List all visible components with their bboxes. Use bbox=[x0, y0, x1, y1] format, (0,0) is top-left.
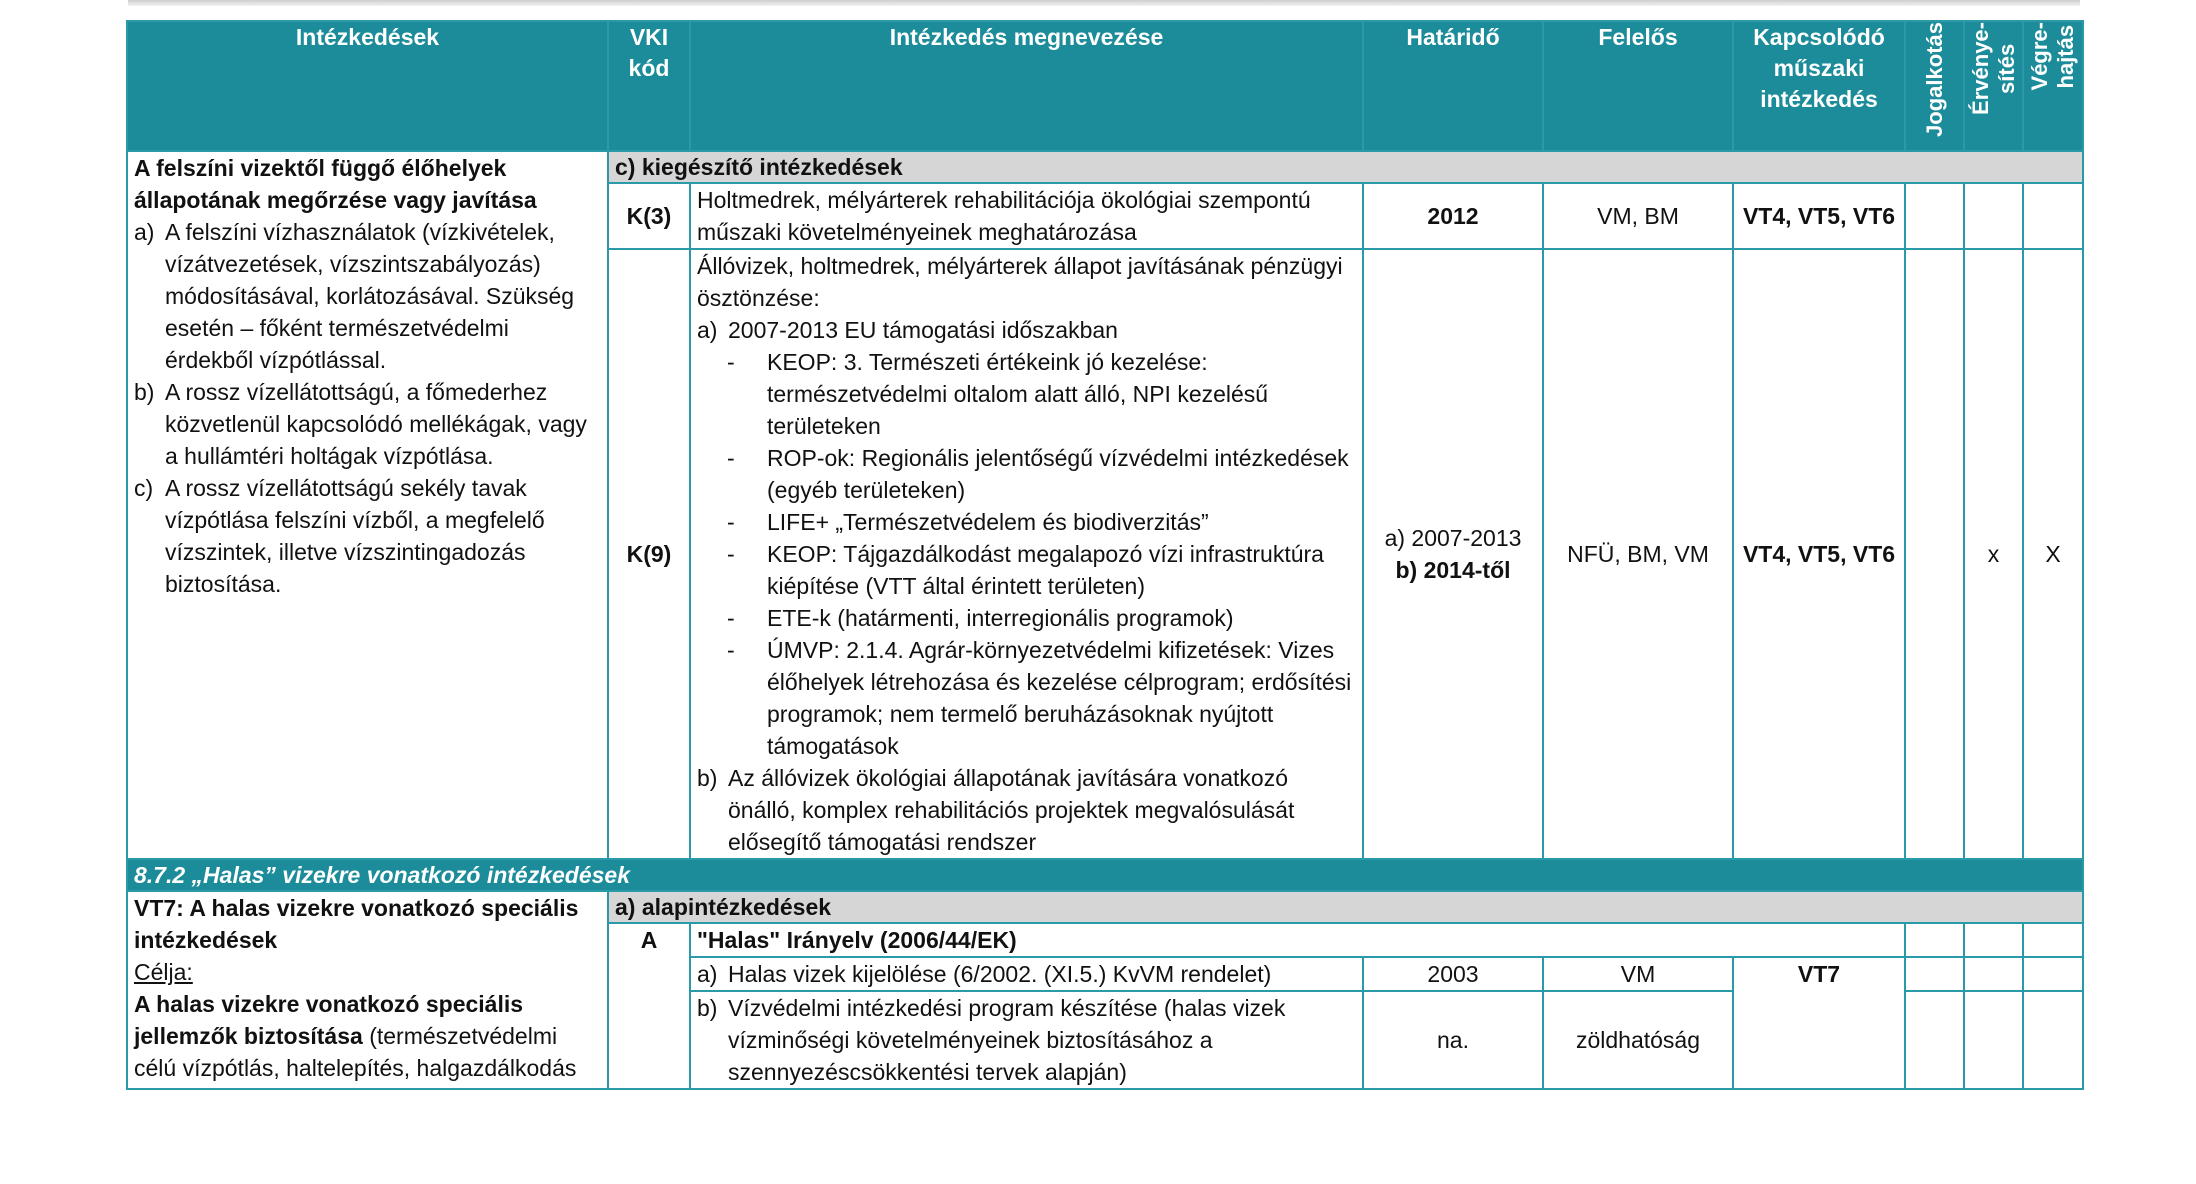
k3-code: K(3) bbox=[608, 183, 690, 249]
header-vegrehajtas-line2: hajtás bbox=[2053, 24, 2078, 89]
block2-row-b-deadline: na. bbox=[1363, 991, 1543, 1089]
block2-code: A bbox=[608, 923, 690, 1089]
block2-row-b-responsible: zöldhatóság bbox=[1543, 991, 1733, 1089]
block2-goal-rest: (természetvédelmi célú vízpótlás, haltelepítés, halgazdálkodás bbox=[134, 1023, 577, 1081]
block2-celja: Célja: bbox=[134, 959, 193, 985]
block2-row-b-desc bbox=[690, 991, 1363, 1089]
k9-bullet-text: KEOP: 3. Természeti értékeink jó kezelése: természetvédelmi oltalom alatt álló, NPI kezelésű területeken bbox=[767, 349, 1269, 439]
header-kapcsolodo bbox=[1733, 21, 1905, 151]
block1-item bbox=[134, 376, 601, 472]
block2-goal bbox=[134, 988, 601, 1084]
k9-intro: Állóvizek, holtmedrek, mélyárterek állapot javításának pénzügyi ösztönzése: bbox=[697, 253, 1343, 311]
k9-bullet-text: KEOP: Tájgazdálkodást megalapozó vízi infrastruktúra kiépítése (VTT által érintett területen) bbox=[767, 541, 1324, 599]
block2-ervenyesites-3 bbox=[1964, 991, 2023, 1089]
header-vegrehajtas-text bbox=[2027, 22, 2079, 90]
k9-bullet bbox=[727, 634, 1356, 762]
block2-vegrehajtas-3 bbox=[2023, 991, 2083, 1089]
k3-ervenyesites bbox=[1964, 183, 2023, 249]
dash-marker: - bbox=[727, 445, 735, 471]
block1-item-text: A rossz vízellátottságú sekély tavak vízpótlása felszíni vízből, a megfelelő vízszintek, illetve vízszintingadozás biztosítása. bbox=[165, 475, 545, 597]
k9-deadline-a: a) 2007-2013 bbox=[1384, 525, 1522, 551]
section-title: 8.7.2 „Halas” vizekre vonatkozó intézkedések bbox=[127, 859, 2083, 891]
k9-bullet-text: LIFE+ „Természetvédelem és biodiverzitás” bbox=[767, 509, 1209, 535]
block2-jogalkotas-3 bbox=[1905, 991, 1964, 1089]
header-vki-line2: kód bbox=[628, 55, 670, 81]
k3-vegrehajtas bbox=[2023, 183, 2083, 249]
k9-bullet bbox=[727, 602, 1356, 634]
block2-ervenyesites-1 bbox=[1964, 923, 2023, 957]
header-intezkedesek: Intézkedések bbox=[127, 21, 608, 151]
k3-responsible: VM, BM bbox=[1543, 183, 1733, 249]
k9-bullet-text: ETE-k (határmenti, interregionális programok) bbox=[767, 605, 1234, 631]
dash-marker: - bbox=[727, 637, 735, 663]
k9-ervenyesites: x bbox=[1964, 249, 2023, 859]
k9-desc bbox=[690, 249, 1363, 859]
block2-row-a-marker: a) bbox=[697, 961, 718, 987]
header-ervenyesites bbox=[1964, 21, 2023, 151]
k9-b-marker: b) bbox=[697, 765, 718, 791]
block2-jogalkotas-2 bbox=[1905, 957, 1964, 991]
k9-deadline-b: b) 2014-től bbox=[1395, 557, 1511, 583]
block1-item bbox=[134, 216, 601, 376]
block1-item-list bbox=[134, 216, 601, 600]
header-megnevezes: Intézkedés megnevezése bbox=[690, 21, 1363, 151]
block2-directive: "Halas" Irányelv (2006/44/EK) bbox=[690, 923, 1905, 957]
k9-b-text: Az állóvizek ökológiai állapotának javítására vonatkozó önálló, komplex rehabilitációs projektek megvalósulását elősegítő támogatási rendszer bbox=[728, 765, 1295, 855]
header-felelos: Felelős bbox=[1543, 21, 1733, 151]
block2-row-a-responsible: VM bbox=[1543, 957, 1733, 991]
k9-bullet-text: ÚMVP: 2.1.4. Agrár-környezetvédelmi kifizetések: Vizes élőhelyek létrehozása és kezelése célprogram; erdősítési programok; nem termelő beruházásoknak nyújtott támogatások bbox=[767, 637, 1352, 759]
dash-marker: - bbox=[727, 541, 735, 567]
header-kapcsolodo-line3: intézkedés bbox=[1760, 86, 1878, 112]
dash-marker: - bbox=[727, 605, 735, 631]
section-row bbox=[127, 859, 2083, 891]
block1-subheader-row bbox=[127, 151, 2083, 183]
k9-bullet-list bbox=[697, 346, 1356, 762]
header-kapcsolodo-line2: műszaki bbox=[1773, 55, 1865, 81]
header-hatarido: Határidő bbox=[1363, 21, 1543, 151]
k9-deadline bbox=[1363, 249, 1543, 859]
block1-item-text: A felszíni vízhasználatok (vízkivételek, vízátvezetések, vízszintszabályozás) módosításával, korlátozásával. Szükség esetén – főként természetvédelmi érdekből vízpótlással. bbox=[165, 219, 575, 373]
k9-jogalkotas bbox=[1905, 249, 1964, 859]
block2-intezkedes-cell bbox=[127, 891, 608, 1089]
header-jogalkotas bbox=[1905, 21, 1964, 151]
block2-row-a-desc bbox=[690, 957, 1363, 991]
block1-item-marker: a) bbox=[134, 219, 155, 245]
k3-deadline: 2012 bbox=[1363, 183, 1543, 249]
k9-bullet bbox=[727, 538, 1356, 602]
header-kapcsolodo-line1: Kapcsolódó bbox=[1753, 24, 1885, 50]
header-vegrehajtas bbox=[2023, 21, 2083, 151]
block2-title: VT7: A halas vizekre vonatkozó speciális intézkedések bbox=[134, 895, 579, 953]
block2-jogalkotas-1 bbox=[1905, 923, 1964, 957]
block2-goal-bold: A halas vizekre vonatkozó speciális jellemzők biztosítása bbox=[134, 991, 524, 1049]
header-row bbox=[127, 21, 2083, 151]
k9-related: VT4, VT5, VT6 bbox=[1733, 249, 1905, 859]
k9-a bbox=[697, 314, 1356, 346]
header-jogalkotas-text: Jogalkotás bbox=[1921, 22, 1947, 137]
block2-row-b-marker: b) bbox=[697, 995, 718, 1021]
block2-ervenyesites-2 bbox=[1964, 957, 2023, 991]
k9-bullet bbox=[727, 346, 1356, 442]
block1-item-marker: c) bbox=[134, 475, 154, 501]
block2-vegrehajtas-1 bbox=[2023, 923, 2083, 957]
block1-title: A felszíni vizektől függő élőhelyek állapotának megőrzése vagy javítása bbox=[134, 155, 537, 213]
block1-item-text: A rossz vízellátottságú, a főmederhez közvetlenül kapcsolódó mellékágak, vagy a hullámtéri holtágak vízpótlása. bbox=[165, 379, 587, 469]
top-rule bbox=[128, 0, 2080, 6]
block1-item-marker: b) bbox=[134, 379, 155, 405]
header-ervenyesites-text bbox=[1968, 22, 2020, 115]
block2-row-b-text: Vízvédelmi intézkedési program készítése (halas vizek vízminőségi követelményeinek biztosításához a szennyezéscsökkentési tervek alapján) bbox=[728, 995, 1286, 1085]
dash-marker: - bbox=[727, 349, 735, 375]
k9-bullet-text: ROP-ok: Regionális jelentőségű vízvédelmi intézkedések (egyéb területeken) bbox=[767, 445, 1349, 503]
header-vki-line1: VKI bbox=[629, 24, 669, 50]
k9-bullet bbox=[727, 506, 1356, 538]
measures-table bbox=[126, 20, 2084, 1090]
dash-marker: - bbox=[727, 509, 735, 535]
k3-desc: Holtmedrek, mélyárterek rehabilitációja ökológiai szempontú műszaki követelményeinek meghatározása bbox=[690, 183, 1363, 249]
k9-responsible: NFÜ, BM, VM bbox=[1543, 249, 1733, 859]
k9-vegrehajtas: X bbox=[2023, 249, 2083, 859]
block2-row-a-deadline: 2003 bbox=[1363, 957, 1543, 991]
block1-item bbox=[134, 472, 601, 600]
block1-subheader: c) kiegészítő intézkedések bbox=[608, 151, 2083, 183]
k9-a-marker: a) bbox=[697, 317, 718, 343]
k3-related: VT4, VT5, VT6 bbox=[1733, 183, 1905, 249]
k3-jogalkotas bbox=[1905, 183, 1964, 249]
k9-a-text: 2007-2013 EU támogatási időszakban bbox=[728, 317, 1118, 343]
header-vki-kod bbox=[608, 21, 690, 151]
block2-subheader: a) alapintézkedések bbox=[608, 891, 2083, 923]
header-vegrehajtas-line1: Végre- bbox=[2027, 22, 2052, 91]
block1-intezkedes-cell bbox=[127, 151, 608, 859]
header-ervenyesites-line1: Érvénye- bbox=[1967, 22, 1993, 115]
block2-vegrehajtas-2 bbox=[2023, 957, 2083, 991]
block2-subheader-row bbox=[127, 891, 2083, 923]
block2-row-a-text: Halas vizek kijelölése (6/2002. (XI.5.) KvVM rendelet) bbox=[728, 961, 1272, 987]
k9-bullet bbox=[727, 442, 1356, 506]
header-ervenyesites-line2: sítés bbox=[1993, 43, 2019, 94]
k9-code: K(9) bbox=[608, 249, 690, 859]
block2-related: VT7 bbox=[1733, 957, 1905, 1089]
k9-b bbox=[697, 762, 1356, 858]
